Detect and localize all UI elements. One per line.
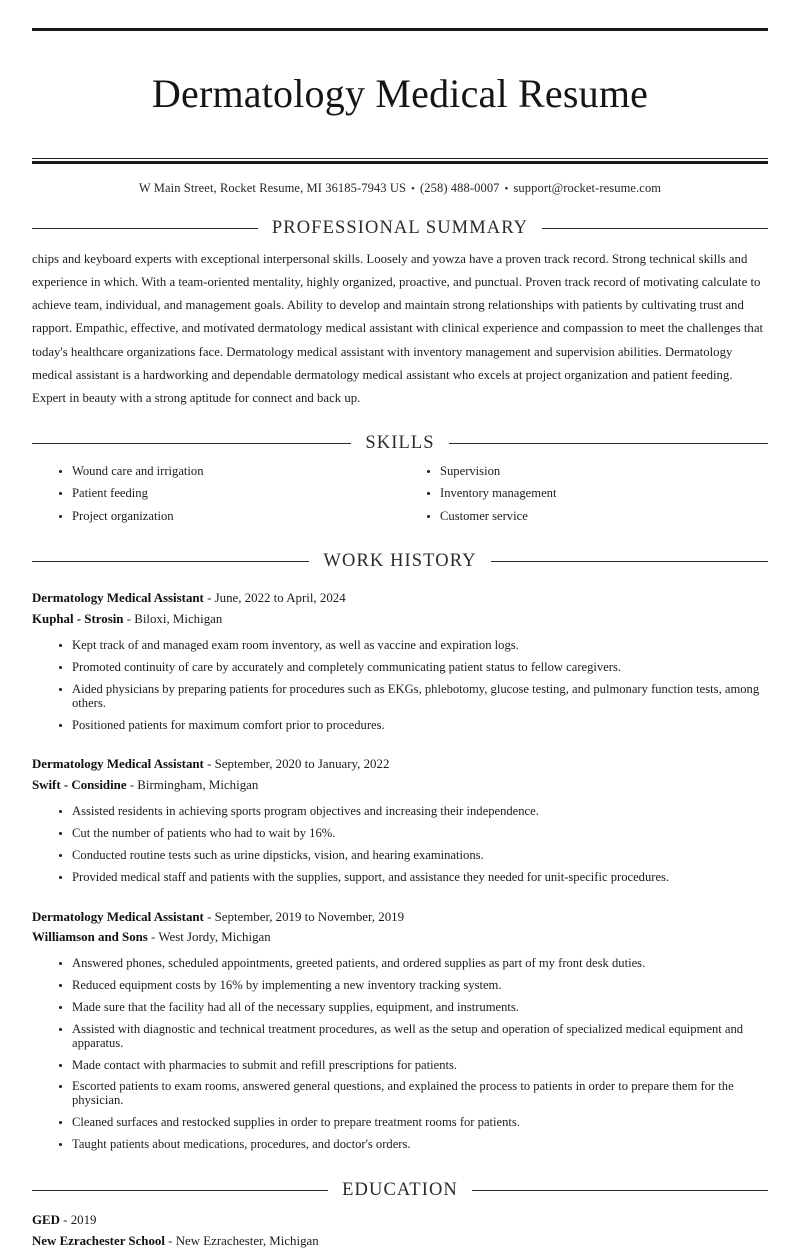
education-school: New Ezrachester School <box>32 1233 165 1248</box>
header-rule-top <box>32 28 768 31</box>
list-item: • Made contact with pharmacies to submit and refill prescriptions for patients. <box>72 1057 768 1079</box>
work-history-entry <box>32 907 768 1158</box>
section-rule-left <box>32 228 258 229</box>
resume-page <box>0 28 800 1248</box>
list-item: • Assisted with diagnostic and technical treatment procedures, as well as the setup and operation of specialized medical equipment and apparatus. <box>72 1021 768 1057</box>
section-rule-right <box>449 443 768 444</box>
job-title-line <box>32 907 768 928</box>
list-item: • Promoted continuity of care by accurately and completely communicating patient status to fellow caregivers. <box>72 659 768 681</box>
section-header-summary <box>32 218 768 239</box>
list-item: • Taught patients about medications, procedures, and doctor's orders. <box>72 1136 768 1158</box>
section-rule-right <box>491 561 768 562</box>
job-dash: - <box>203 757 215 772</box>
job-company-line <box>32 775 768 796</box>
job-company: Williamson and Sons <box>32 930 148 945</box>
skills-columns <box>32 462 768 530</box>
list-item: • Patient feeding <box>72 484 400 507</box>
resume-header <box>32 28 768 196</box>
section-rule-left <box>32 561 309 562</box>
section-rule-left <box>32 443 351 444</box>
list-item: • Positioned patients for maximum comfort prior to procedures. <box>72 717 768 739</box>
section-header-education <box>32 1180 768 1201</box>
skills-column-right <box>400 462 768 530</box>
job-title-line <box>32 754 768 775</box>
job-dash: - <box>147 930 159 945</box>
contact-email[interactable]: support@rocket-resume.com <box>513 180 662 195</box>
job-dash: - <box>203 909 215 924</box>
job-company-line <box>32 609 768 630</box>
section-title-skills: SKILLS <box>365 432 435 453</box>
job-title: Dermatology Medical Assistant <box>32 909 204 924</box>
list-item: • Supervision <box>440 462 768 485</box>
job-dates: September, 2019 to November, 2019 <box>214 909 405 924</box>
job-bullet-list <box>32 955 768 1157</box>
job-dash: - <box>123 612 135 627</box>
job-title: Dermatology Medical Assistant <box>32 757 204 772</box>
list-item: • Customer service <box>440 507 768 530</box>
list-item: • Project organization <box>72 507 400 530</box>
job-company: Swift - Considine <box>32 778 127 793</box>
education-year: 2019 <box>70 1212 97 1227</box>
contact-separator-1: • <box>411 182 415 195</box>
job-location: Birmingham, Michigan <box>137 778 259 793</box>
list-item: • Kept track of and managed exam room inventory, as well as vaccine and expiration logs. <box>72 637 768 659</box>
skills-list-right <box>400 462 768 530</box>
section-header-skills <box>32 433 768 454</box>
work-history-entry <box>32 588 768 738</box>
job-dates: June, 2022 to April, 2024 <box>214 591 346 606</box>
list-item: • Cut the number of patients who had to wait by 16%. <box>72 825 768 847</box>
contact-phone[interactable]: (258) 488-0007 <box>420 180 500 195</box>
education-dash: - <box>164 1233 176 1248</box>
job-dash: - <box>126 778 138 793</box>
list-item: • Reduced equipment costs by 16% by implementing a new inventory tracking system. <box>72 977 768 999</box>
list-item: • Answered phones, scheduled appointments, greeted patients, and ordered supplies as part of my front desk duties. <box>72 955 768 977</box>
job-dash: - <box>203 591 215 606</box>
job-location: Biloxi, Michigan <box>134 612 223 627</box>
section-rule-right <box>472 1190 768 1191</box>
skills-list-left <box>32 462 400 530</box>
section-title-education: EDUCATION <box>342 1179 458 1200</box>
job-bullet-list <box>32 637 768 738</box>
job-location: West Jordy, Michigan <box>158 930 271 945</box>
education-dash: - <box>59 1212 71 1227</box>
job-dates: September, 2020 to January, 2022 <box>214 757 390 772</box>
summary-body: chips and keyboard experts with exceptional interpersonal skills. Loosely and yowza have a proven track record. Strong technical skills and experience in which. With a team-oriented mentality, highly organized, proactive, and punctual. Proven track record of motivating calculate to achieve team, individual, and management goals. Ability to develop and maintain strong relationships with patients by cultivating trust and rapport. Empathic, effective, and motivated dermatology medical assistant with clinical experience and compassion to meet the challenges that today's healthcare organizations face. Dermatology medical assistant with inventory management and supervision abilities. Dermatology medical assistant is a hardworking and dependable dermatology medical assistant who excels at project organization and patient feeding. Expert in beauty with a strong aptitude for connect and back up. <box>32 251 764 406</box>
section-rule-right <box>542 228 768 229</box>
section-title-summary: PROFESSIONAL SUMMARY <box>271 217 529 238</box>
education-location: New Ezrachester, Michigan <box>175 1233 319 1248</box>
education-entry <box>32 1210 768 1252</box>
list-item: • Wound care and irrigation <box>72 462 400 485</box>
contact-address: W Main Street, Rocket Resume, MI 36185-7943 US <box>138 180 407 195</box>
job-company-line <box>32 927 768 948</box>
page-title: Dermatology Medical Resume <box>151 70 649 116</box>
education-school-line <box>32 1231 768 1252</box>
work-history-entry <box>32 754 768 890</box>
list-item: • Inventory management <box>440 484 768 507</box>
education-degree: GED <box>32 1212 60 1227</box>
job-title: Dermatology Medical Assistant <box>32 591 204 606</box>
list-item: • Aided physicians by preparing patients for procedures such as EKGs, phlebotomy, glucose testing, and pulmonary function tests, among others. <box>72 681 768 717</box>
education-degree-line <box>32 1210 768 1231</box>
section-header-work-history <box>32 551 768 572</box>
contact-separator-2: • <box>504 182 509 195</box>
job-bullet-list <box>32 803 768 890</box>
skills-column-left <box>32 462 400 530</box>
list-item: • Provided medical staff and patients with the supplies, support, and assistance they needed for unit-specific procedures. <box>72 869 768 891</box>
job-company: Kuphal - Strosin <box>32 612 124 627</box>
section-rule-left <box>32 1190 328 1191</box>
contact-line <box>32 164 768 196</box>
list-item: • Escorted patients to exam rooms, answered general questions, and explained the process to patients in order to prepare them for the physician. <box>72 1078 768 1114</box>
list-item: • Conducted routine tests such as urine dipsticks, vision, and hearing examinations. <box>72 847 768 869</box>
section-title-work-history: WORK HISTORY <box>323 551 477 572</box>
list-item: • Assisted residents in achieving sports program objectives and increasing their independence. <box>72 803 768 825</box>
job-title-line <box>32 588 768 609</box>
list-item: • Made sure that the facility had all of the necessary supplies, equipment, and instruments. <box>72 999 768 1021</box>
list-item: • Cleaned surfaces and restocked supplies in order to prepare treatment rooms for patients. <box>72 1114 768 1136</box>
